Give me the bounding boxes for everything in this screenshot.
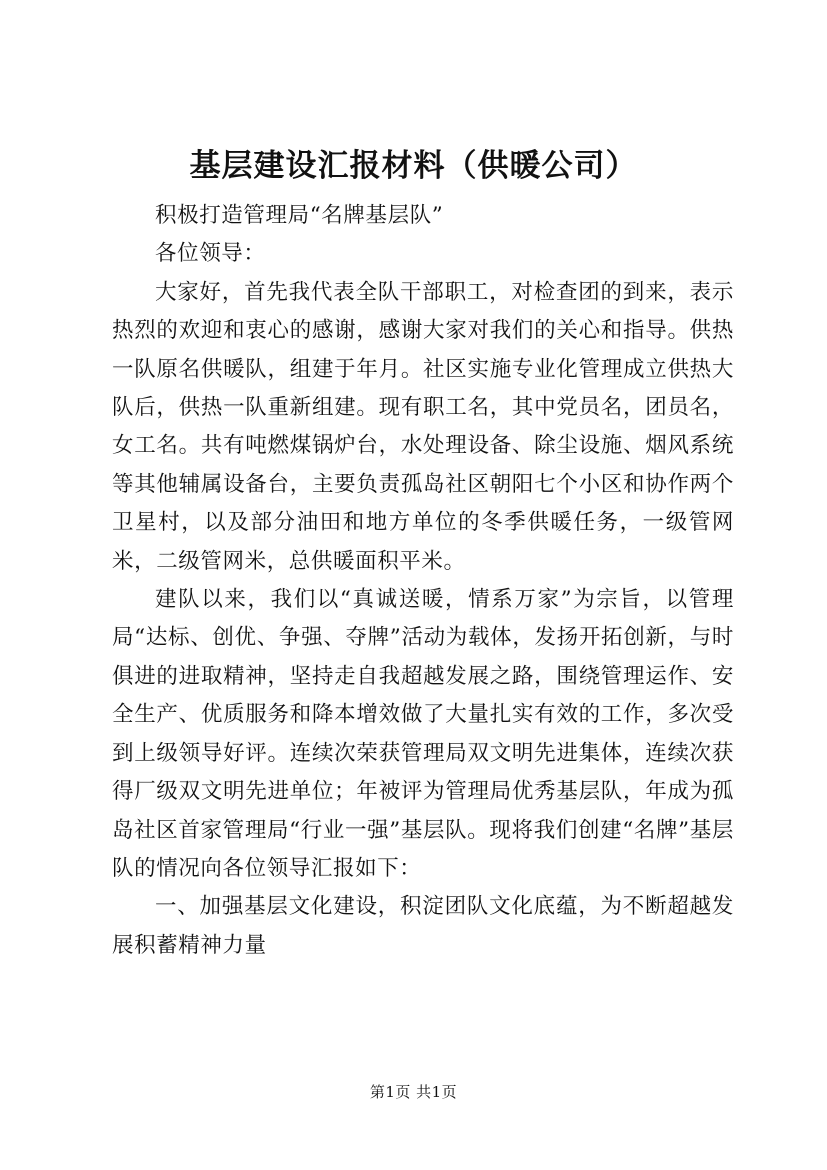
document-body <box>112 197 734 965</box>
page-footer: 第1页 共1页 <box>369 1083 458 1101</box>
intro-paragraph: 大家好，首先我代表全队干部职工，对检查团的到来，表示热烈的欢迎和衷心的感谢，感谢大家对我们的关心和指导。供热一队原名供暖队，组建于年月。社区实施专业化管理成立供热大队后，供热一队重新组建。现有职工名，其中党员名，团员名，女工名。共有吨燃煤锅炉台，水处理设备、除尘设施、烟风系统等其他辅属设备台，主要负责孤岛社区朝阳七个小区和协作两个卫星村，以及部分油田和地方单位的冬季供暖任务，一级管网米，二级管网米，总供暖面积平米。 <box>112 279 734 574</box>
salutation-paragraph: 各位领导： <box>155 241 266 267</box>
achievements-paragraph: 建队以来，我们以“真诚送暖，情系万家”为宗旨，以管理局“达标、创优、争强、夺牌”活动为载体，发扬开拓创新，与时俱进的进取精神，坚持走自我超越发展之路，围绕管理运作、安全生产、优质服务和降本增效做了大量扎实有效的工作，多次受到上级领导好评。连续次荣获管理局双文明先进集体，连续次获得厂级双文明先进单位；年被评为管理局优秀基层队，年成为孤岛社区首家管理局“行业一强”基层队。现将我们创建“名牌”基层队的情况向各位领导汇报如下： <box>112 587 734 881</box>
subtitle-paragraph: 积极打造管理局“名牌基层队” <box>155 203 444 228</box>
section-heading-paragraph: 一、加强基层文化建设，积淀团队文化底蕴，为不断超越发展积蓄精神力量 <box>112 894 734 958</box>
document-title: 基层建设汇报材料（供暖公司） <box>189 148 638 184</box>
